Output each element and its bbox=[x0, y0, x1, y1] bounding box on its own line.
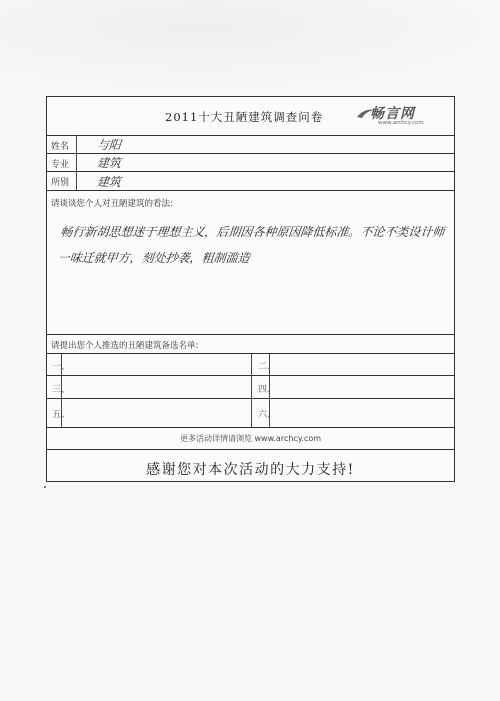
rank-6-label: 六、 bbox=[258, 410, 277, 420]
logo-name: 畅言网 bbox=[370, 106, 415, 122]
department-label: 所别 bbox=[51, 178, 70, 188]
thanks-message: 感谢您对本次活动的大力支持! bbox=[146, 462, 355, 478]
more-info-text: 更多活动详情请浏览 www.archcy.com bbox=[179, 434, 322, 443]
opinion-prompt: 请谈谈您个人对丑陋建筑的看法: bbox=[51, 199, 173, 209]
rank-5-label: 五、 bbox=[52, 410, 71, 420]
scan-speck bbox=[44, 486, 46, 488]
site-logo bbox=[356, 103, 438, 131]
nominate-prompt: 请提出您个人推选的丑陋建筑备选名单: bbox=[51, 341, 199, 351]
form-title: 2011十大丑陋建筑调查问卷 bbox=[165, 110, 324, 124]
divider bbox=[251, 353, 252, 427]
opinion-answer: 畅行新胡思想迷于理想主义，后期因各种原因降低标准。不论不类设计师一味迁就甲方，刻处抄袭，粗制滥造 bbox=[56, 225, 446, 265]
divider bbox=[76, 135, 77, 190]
divider bbox=[47, 334, 454, 335]
logo-url: www.archcy.com bbox=[378, 120, 424, 126]
rank-3-label: 三、 bbox=[52, 385, 71, 395]
rank-4-label: 四、 bbox=[258, 385, 277, 395]
divider bbox=[47, 449, 454, 450]
survey-form bbox=[46, 96, 455, 482]
rank-2-label: 二、 bbox=[258, 362, 277, 372]
department-value: 建筑 bbox=[96, 175, 122, 189]
divider bbox=[47, 171, 454, 172]
rank-1-label: 一、 bbox=[52, 362, 71, 372]
major-value: 建筑 bbox=[96, 156, 122, 170]
name-label: 姓名 bbox=[51, 142, 70, 152]
divider bbox=[47, 190, 454, 191]
form-header bbox=[47, 97, 454, 135]
name-value: 与阳 bbox=[96, 138, 122, 152]
scan-shadow bbox=[0, 0, 500, 90]
major-label: 专业 bbox=[51, 160, 70, 170]
divider bbox=[47, 427, 454, 428]
